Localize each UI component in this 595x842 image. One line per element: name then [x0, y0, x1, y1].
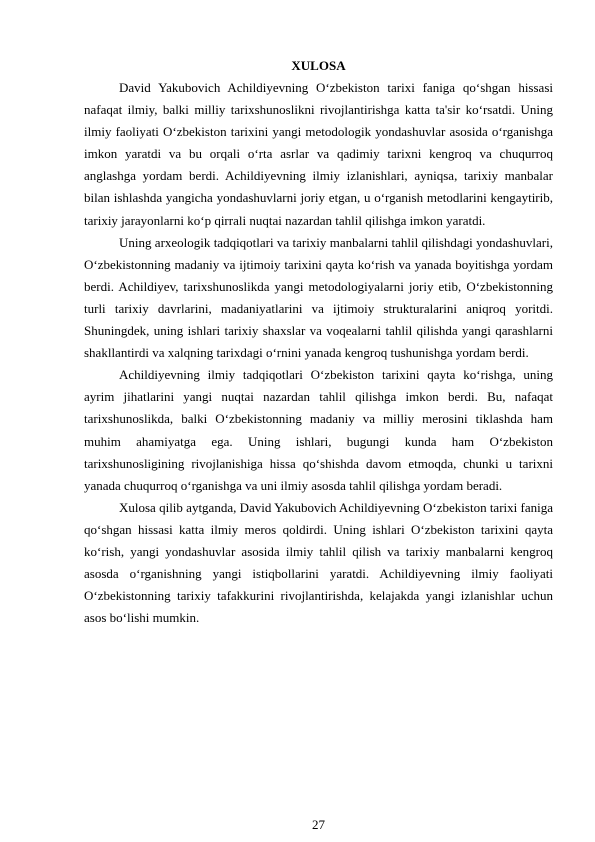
paragraph-4: Xulosa qilib aytganda, David Yakubovich Achildiyevning O‘zbekiston tarixi faniga qo‘shgan hissasi katta ilmiy meros qoldirdi. Uning ishlari O‘zbekiston tarixini qayta ko‘rish, yangi yondashuvlar asosida ilmiy tahlil qilish va tarixiy manbalarni kengroq asosda o‘rganishning yangi istiqbollarini yaratdi. Achildiyevning ilmiy faoliyati O‘zbekistonning tarixiy tafakkurini rivojlantirishda, kelajakda yangi izlanishlar uchun asos bo‘lishi mumkin.	[84, 499, 553, 626]
paragraph-2: Uning arxeologik tadqiqotlari va tarixiy manbalarni tahlil qilishdagi yondashuvlari, O‘zbekistonning madaniy va ijtimoiy tarixini qayta ko‘rish va yanada boyitishga yordam berdi. Achildiyev, tarixshunoslikda yangi metodologiyalarni joriy etib, O‘zbekistonning turli tarixiy davrlarini, madaniyatlarini va ijtimoiy strukturalarini aniqroq yoritdi. Shuningdek, uning ishlari tarixiy shaxslar va voqealarni tahlil qilishda yangi qarashlarni shakllantirdi va xalqning tarixdagi o‘rnini yanada kengroq tushunishga yordam berdi.	[84, 234, 553, 361]
section-title: XULOSA	[291, 58, 346, 73]
body-text	[84, 77, 553, 629]
paragraph-3: Achildiyevning ilmiy tadqiqotlari O‘zbekiston tarixini qayta ko‘rishga, uning ayrim jihatlarini yangi nuqtai nazardan tahlil qilishga imkon berdi. Bu, nafaqat tarixshunoslikda, balki O‘zbekistonning madaniy va milliy merosini tiklashda ham muhim ahamiyatga ega. Uning ishlari, bugungi kunda ham O‘zbekiston tarixshunosligining rivojlanishiga hissa qo‘shishda davom etmoqda, chunki u tarixni yanada chuqurroq o‘rganishga va uni ilmiy asosda tahlil qilishga yordam beradi.	[84, 367, 553, 493]
paragraph-1: David Yakubovich Achildiyevning O‘zbekiston tarixi faniga qo‘shgan hissasi nafaqat ilmiy, balki milliy tarixshunoslikni rivojlantirishga katta ta'sir ko‘rsatdi. Uning ilmiy faoliyati O‘zbekiston tarixini yangi metodologik yondashuvlar asosida o‘rganishga imkon yaratdi va bu orqali o‘rta asrlar va qadimiy tarixni kengroq va chuqurroq anglashga yordam berdi. Achildiyevning ilmiy izlanishlari, ayniqsa, tarixiy manbalar bilan ishlashda yangicha yondashuvlarni joriy etgan, u o‘rganish metodlarini kengaytirib, tarixiy jarayonlarni ko‘p qirrali nuqtai nazardan tahlil qilishga imkon yaratdi.	[84, 80, 553, 228]
page-number: 27	[312, 817, 325, 832]
